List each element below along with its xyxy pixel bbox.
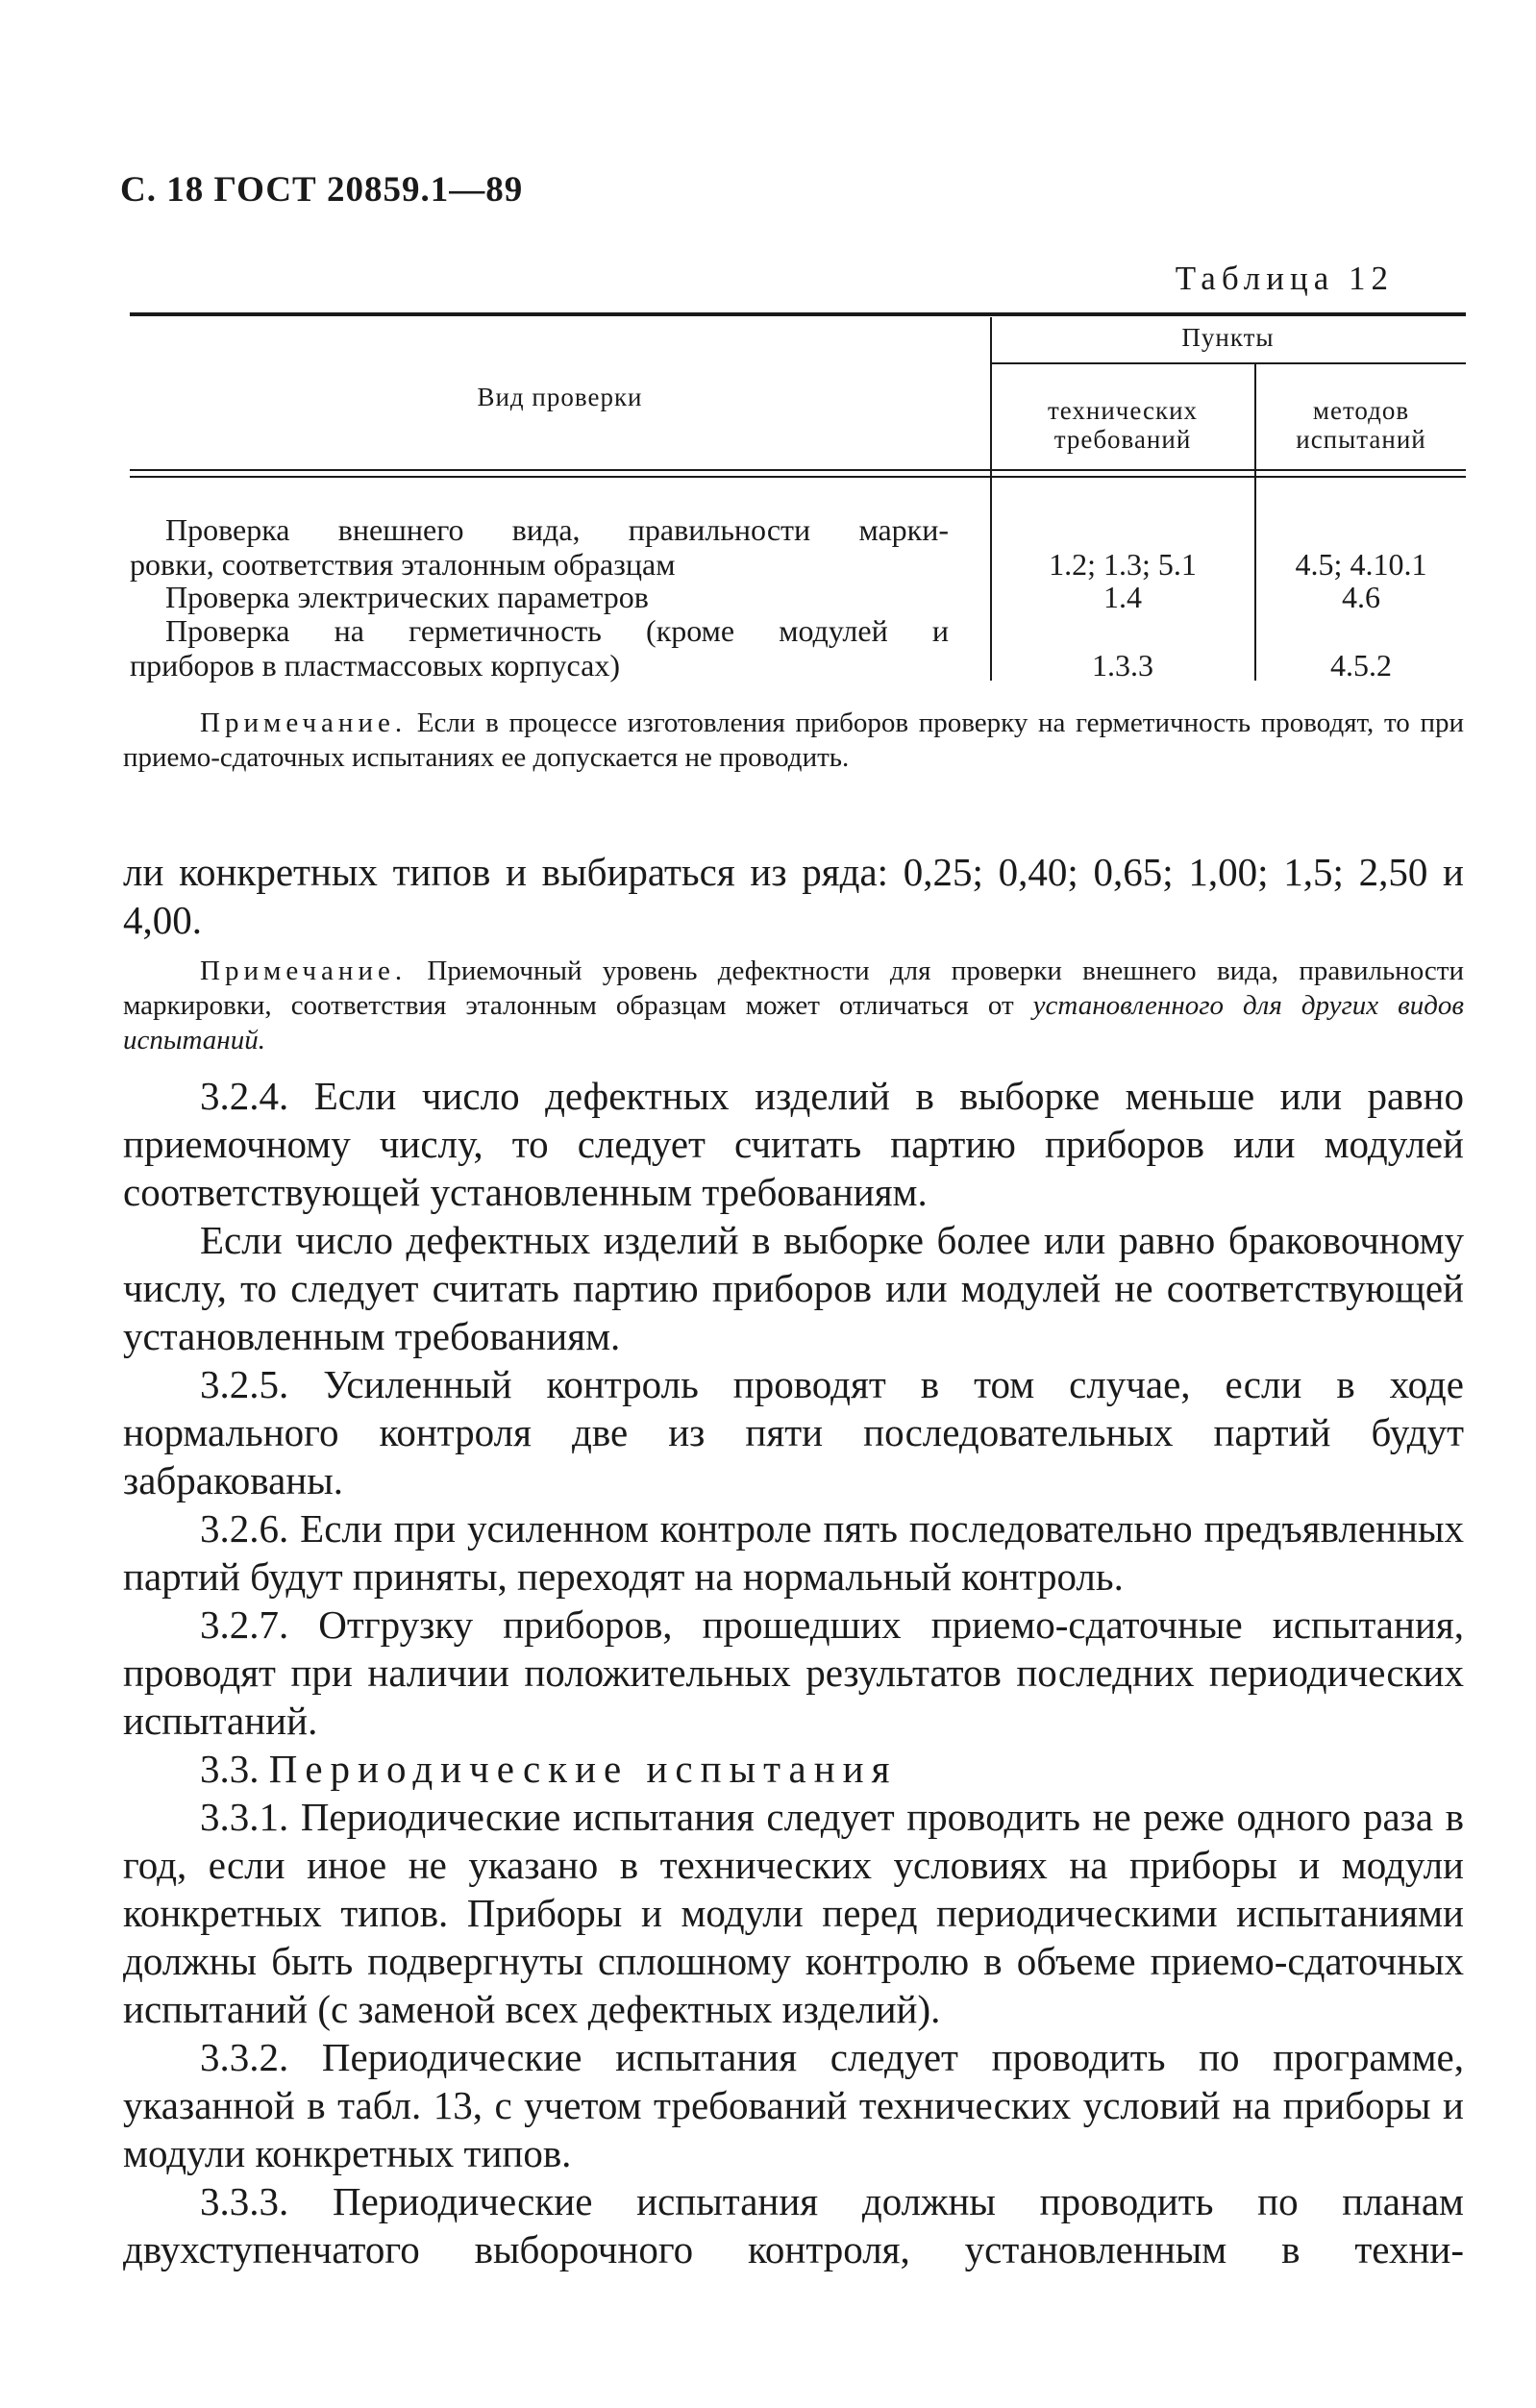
page-header: С. 18 ГОСТ 20859.1—89 xyxy=(120,170,524,210)
paragraph-3-2-4-continued: Если число дефектных изделий в выборке более или равно браковочному числу, то следует считать партию приборов или модулей не соответствующей установленным требованиям. xyxy=(123,1218,1464,1358)
paragraph-3-2-6: 3.2.6. Если при усиленном контроле пять последовательно предъявленных партий будут приняты, переходят на нормальный контроль. xyxy=(123,1506,1464,1599)
acceptance-note xyxy=(123,954,1464,1057)
row-1-line-2: ровки, соответствия эталонным образцам xyxy=(130,547,676,582)
table-row-1-methods: 4.5; 4.10.1 xyxy=(1295,547,1427,582)
header-tech-requirements xyxy=(992,396,1253,454)
paragraph-3-3-1: 3.3.1. Периодические испытания следует проводить не реже одного раза в год, если иное не указано в технических условиях на приборы и модули конкретных типов. Приборы и модули перед периодическими испытаниями должны быть подвергнуты сплошному контролю в объеме приемо-сдаточных испытаний (с заменой всех дефектных изделий). xyxy=(123,1795,1464,2031)
section-3-3-number: 3.3. xyxy=(200,1747,260,1791)
main-body xyxy=(123,1072,1464,2273)
paragraph-3-2-4: 3.2.4. Если число дефектных изделий в выборке меньше или равно приемочному числу, то следует считать партию приборов или модулей соответствующей установленным требованиям. xyxy=(123,1074,1464,1214)
paragraph-3-2-5: 3.2.5. Усиленный контроль проводят в том случае, если в ходе нормального контроля две из пяти последовательных партий будут забракованы. xyxy=(123,1362,1464,1502)
paragraph-3-2-7: 3.2.7. Отгрузку приборов, прошедших приемо-сдаточные испытания, проводят при наличии положительных результатов последних периодических испытаний. xyxy=(123,1602,1464,1743)
header-points-group: Пункты xyxy=(1181,323,1275,352)
header-methods-line-1: методов xyxy=(1312,396,1410,425)
table-row-1-label xyxy=(130,512,949,582)
table-header-rule xyxy=(130,469,1466,471)
table-row-2-methods: 4.6 xyxy=(1342,580,1380,614)
header-methods-line-2: испытаний xyxy=(1296,425,1426,454)
header-check-type: Вид проверки xyxy=(477,383,643,411)
table-row-1-tech: 1.2; 1.3; 5.1 xyxy=(1049,547,1197,582)
table-group-rule xyxy=(990,362,1466,364)
row-3-line-2: приборов в пластмассовых корпусах) xyxy=(130,648,620,683)
header-tech-line-2: требований xyxy=(1053,425,1192,454)
header-test-methods xyxy=(1256,396,1466,454)
table-note xyxy=(123,706,1464,775)
table-row-3-tech: 1.3.3 xyxy=(1092,648,1153,683)
acceptance-note-label: Примечание. xyxy=(200,956,408,986)
paragraph-3-3-2: 3.3.2. Периодические испытания следует проводить по программе, указанной в табл. 13, с учетом требований технических условий на приборы и модули конкретных типов. xyxy=(123,2035,1464,2175)
table-caption: Таблица 12 xyxy=(1175,260,1394,297)
section-3-3-heading xyxy=(123,1745,1464,1793)
table-row-2-label: Проверка электрических параметров xyxy=(165,580,649,614)
paragraph-3-3-3: 3.3.3. Периодические испытания должны проводить по планам двухступенчатого выборочного контроля, установленным в техни- xyxy=(123,2179,1464,2271)
table-row-2-tech: 1.4 xyxy=(1103,580,1142,614)
table-note-label: Примечание. xyxy=(200,708,408,738)
continuation-text: ли конкретных типов и выбираться из ряда: 0,25; 0,40; 0,65; 1,00; 1,5; 2,50 и 4,00. xyxy=(123,850,1464,942)
header-tech-line-1: технических xyxy=(1047,396,1199,425)
table-note-text: Если в процессе изготовления приборов проверку на герметичность проводят, то при приемо-сдаточных испытаниях ее допускается не проводить. xyxy=(123,708,1465,773)
section-3-3-title: Периодические испытания xyxy=(268,1747,898,1791)
acceptance-note-text: Приемочный уровень дефектности для проверки внешнего вида, правильности маркировки, соответствия эталонным образцам может отличаться от xyxy=(123,956,1464,1021)
table-header-rule-2 xyxy=(130,476,1466,478)
table-top-rule xyxy=(130,312,1466,316)
table-row-3-methods: 4.5.2 xyxy=(1330,648,1392,683)
row-3-line-1: Проверка на герметичность (кроме модулей и xyxy=(165,613,949,648)
acceptance-note-italic: установленного для других видов испытаний. xyxy=(123,990,1465,1055)
table-col-divider-1 xyxy=(990,317,992,681)
table-row-3-label xyxy=(130,613,949,683)
row-1-line-1: Проверка внешнего вида, правильности марки- xyxy=(165,512,949,547)
